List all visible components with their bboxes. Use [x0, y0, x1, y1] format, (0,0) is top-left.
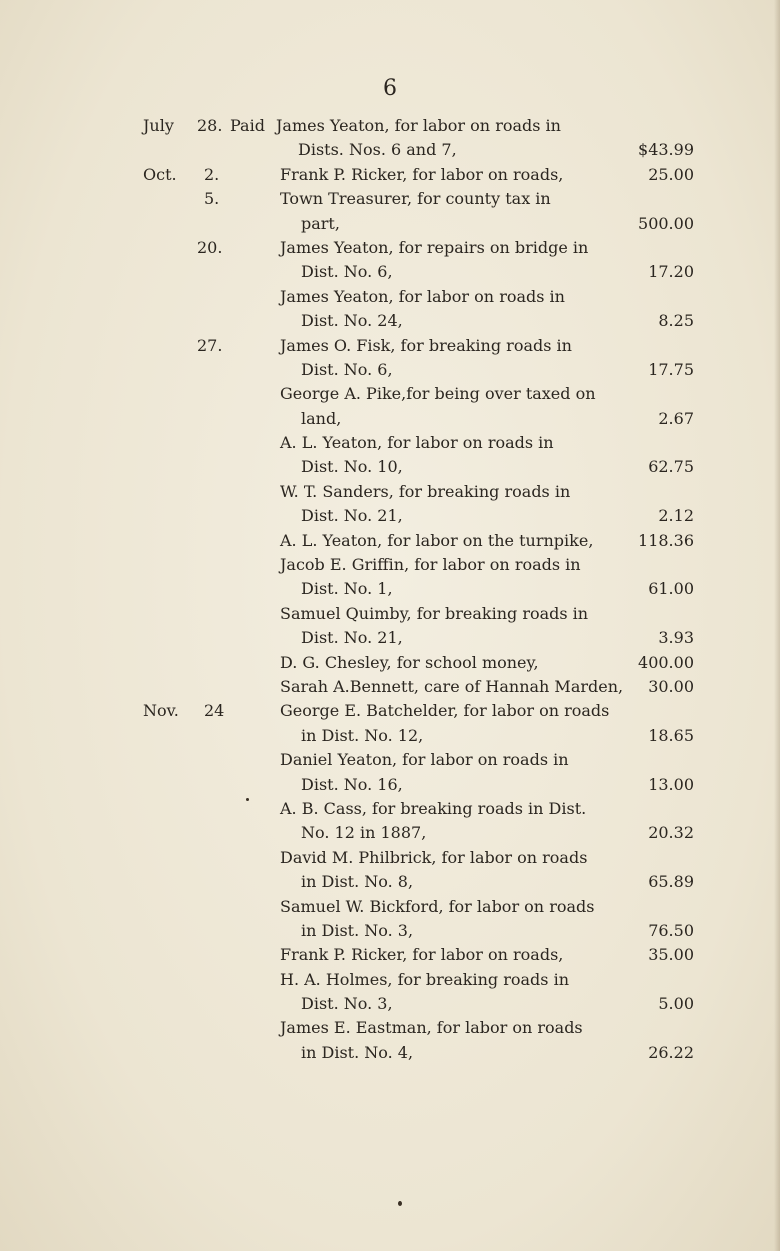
ledger-line	[0, 187, 780, 211]
entry-month: Oct.	[143, 164, 177, 184]
ledger-line	[0, 797, 780, 821]
ledger-line	[0, 114, 780, 138]
entry-description: A. L. Yeaton, for labor on roads in	[280, 433, 554, 453]
entry-amount: 26.22	[648, 1042, 694, 1062]
entry-description: George A. Pike,for being over taxed on	[280, 384, 596, 404]
ledger-line	[0, 455, 780, 479]
entry-description-continued: part,	[301, 213, 340, 233]
entry-description-continued: Dist. No. 6,	[301, 262, 393, 282]
entry-description-continued: Dist. No. 24,	[301, 311, 403, 331]
entry-amount: 17.20	[648, 262, 694, 282]
ledger-line	[0, 992, 780, 1016]
ledger-line	[0, 626, 780, 650]
ledger-line	[0, 724, 780, 748]
entry-description: Town Treasurer, for county tax in	[280, 189, 551, 209]
ledger-line	[0, 138, 780, 162]
entry-amount: 17.75	[648, 359, 694, 379]
entry-amount: 18.65	[648, 725, 694, 745]
ledger-line	[0, 870, 780, 894]
entry-description: James Yeaton, for repairs on bridge in	[280, 237, 589, 257]
ledger-line	[0, 407, 780, 431]
entry-description: H. A. Holmes, for breaking roads in	[280, 969, 569, 989]
entry-description-continued: Dist. No. 1,	[301, 579, 393, 599]
entry-description: James E. Eastman, for labor on roads	[280, 1018, 583, 1038]
entry-description: James Yeaton, for labor on roads in	[280, 286, 565, 306]
entry-month: July	[143, 116, 174, 135]
ledger-line	[0, 968, 780, 992]
page-number: 6	[383, 76, 397, 101]
entry-amount: 2.67	[658, 408, 694, 428]
ledger-line	[0, 382, 780, 406]
entry-description: George E. Batchelder, for labor on roads	[280, 701, 610, 721]
entry-description-continued: Dist. No. 16,	[301, 774, 403, 794]
entry-description-continued: in Dist. No. 12,	[301, 725, 424, 745]
entry-description-continued: No. 12 in 1887,	[301, 823, 427, 843]
entry-description-continued: Dist. No. 6,	[301, 359, 393, 379]
entry-description-continued: Dist. No. 10,	[301, 457, 403, 477]
ledger-line	[0, 358, 780, 382]
ledger-line	[0, 773, 780, 797]
entry-amount: 500.00	[638, 213, 694, 233]
entry-day: 24	[204, 701, 225, 721]
entry-description: A. L. Yeaton, for labor on the turnpike,	[280, 530, 594, 550]
ledger-line	[0, 1041, 780, 1065]
entry-description-continued: Dists. Nos. 6 and 7,	[298, 140, 457, 160]
entry-description: Jacob E. Griffin, for labor on roads in	[280, 555, 581, 575]
entry-description-continued: Dist. No. 3,	[301, 994, 393, 1014]
entry-description-continued: in Dist. No. 8,	[301, 872, 414, 892]
entry-day: 27.	[197, 335, 223, 355]
entry-description: Samuel Quimby, for breaking roads in	[280, 603, 589, 623]
entry-description: James Yeaton, for labor on roads in	[276, 116, 561, 135]
entry-amount: 3.93	[658, 628, 694, 648]
entry-amount: 25.00	[648, 164, 694, 184]
ledger-line	[0, 602, 780, 626]
ink-speck	[398, 1201, 402, 1206]
ledger-line	[0, 895, 780, 919]
entry-day: 20.	[197, 237, 223, 257]
entry-amount: 65.89	[648, 872, 694, 892]
entry-description-continued: Dist. No. 21,	[301, 506, 403, 526]
ledger-line	[0, 553, 780, 577]
entry-amount: 8.25	[658, 311, 694, 331]
entry-amount: 2.12	[658, 506, 694, 526]
ledger-line	[0, 163, 780, 187]
ledger-line	[0, 212, 780, 236]
entry-amount: 61.00	[648, 579, 694, 599]
ledger-line	[0, 480, 780, 504]
ledger-line	[0, 699, 780, 723]
entry-day: 2.	[204, 164, 220, 184]
entry-amount: 62.75	[648, 457, 694, 477]
ledger-line	[0, 431, 780, 455]
entry-amount: 35.00	[648, 945, 694, 965]
entry-description: Samuel W. Bickford, for labor on roads	[280, 896, 595, 916]
ledger-line	[0, 504, 780, 528]
ledger-line	[0, 675, 780, 699]
ledger-line	[0, 577, 780, 601]
entry-description: Daniel Yeaton, for labor on roads in	[280, 750, 569, 770]
entry-amount: 5.00	[658, 994, 694, 1014]
entry-amount: 400.00	[638, 652, 694, 672]
ledger-line	[0, 334, 780, 358]
entry-amount: 13.00	[648, 774, 694, 794]
entry-day: 28.	[197, 116, 223, 135]
ledger-line	[0, 821, 780, 845]
ledger-line	[0, 919, 780, 943]
expense-ledger	[0, 114, 780, 1065]
entry-amount: 20.32	[648, 823, 694, 843]
ink-speck	[246, 798, 249, 801]
ledger-line	[0, 260, 780, 284]
ledger-line	[0, 651, 780, 675]
entry-description: A. B. Cass, for breaking roads in Dist.	[280, 798, 587, 818]
entry-amount: $43.99	[638, 140, 694, 160]
entry-description-continued: Dist. No. 21,	[301, 628, 403, 648]
ledger-line	[0, 309, 780, 333]
entry-amount: 30.00	[648, 676, 694, 696]
entry-description-continued: in Dist. No. 4,	[301, 1042, 414, 1062]
entry-amount: 76.50	[648, 920, 694, 940]
entry-description-continued: in Dist. No. 3,	[301, 920, 414, 940]
entry-description: James O. Fisk, for breaking roads in	[280, 335, 572, 355]
entry-description: D. G. Chesley, for school money,	[280, 652, 539, 672]
entry-description: Frank P. Ricker, for labor on roads,	[280, 164, 564, 184]
entry-description: Frank P. Ricker, for labor on roads,	[280, 945, 564, 965]
ledger-line	[0, 943, 780, 967]
ledger-line	[0, 285, 780, 309]
entry-description: W. T. Sanders, for breaking roads in	[280, 481, 571, 501]
entry-month: Nov.	[143, 701, 179, 721]
entry-day: 5.	[204, 189, 220, 209]
ledger-line	[0, 748, 780, 772]
entry-amount: 118.36	[638, 530, 694, 550]
paid-label: Paid	[230, 116, 265, 135]
ledger-line	[0, 236, 780, 260]
entry-description: Sarah A.Bennett, care of Hannah Marden,	[280, 676, 624, 696]
ledger-line	[0, 846, 780, 870]
entry-description-continued: land,	[301, 408, 342, 428]
entry-description: David M. Philbrick, for labor on roads	[280, 847, 588, 867]
ledger-line	[0, 1016, 780, 1040]
ledger-line	[0, 529, 780, 553]
